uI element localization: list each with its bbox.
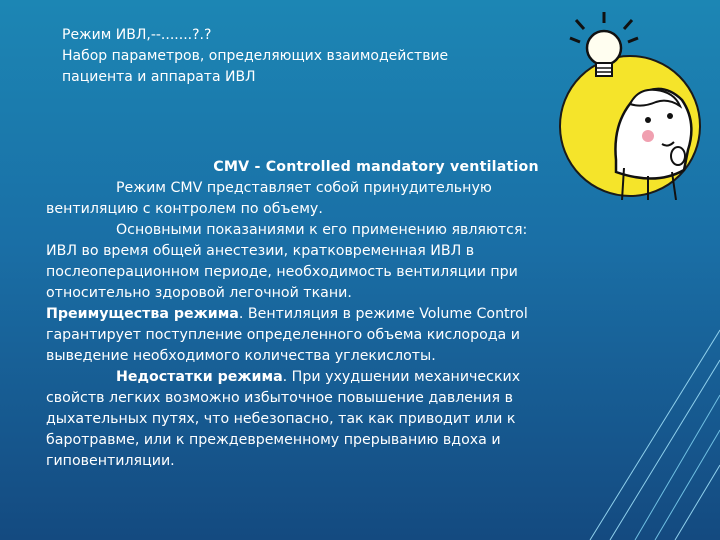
disadvantages-heading: Недостатки режима xyxy=(116,369,283,385)
paragraph-3: Преимущества режима. Вентиляция в режиме Volume Control xyxy=(46,306,528,322)
paragraph-3-cont: выведение необходимого количества углекислоты. xyxy=(46,348,436,364)
paragraph-4: Недостатки режима. При ухудшении механических xyxy=(116,369,521,385)
paragraph-4-cont: дыхательных путях, что небезопасно, так как приводит или к xyxy=(46,411,516,427)
header-line-2: Набор параметров, определяющих взаимодействие xyxy=(62,48,449,64)
paragraph-2-cont: ИВЛ во время общей анестезии, кратковременная ИВЛ в xyxy=(46,243,475,259)
paragraph-2-cont: послеоперационном периоде, необходимость вентиляции при xyxy=(46,264,518,280)
paragraph-2-cont: относительно здоровой легочной ткани. xyxy=(46,285,352,301)
section-title: CMV - Controlled mandatory ventilation xyxy=(213,159,539,175)
paragraph-3-cont: гарантирует поступление определенного объема кислорода и xyxy=(46,327,520,343)
paragraph-4-cont: баротравме, или к преждевременному прерыванию вдоха и xyxy=(46,432,501,448)
header-line-3: пациента и аппарата ИВЛ xyxy=(62,69,256,85)
paragraph-4-cont: гиповентиляции. xyxy=(46,453,175,469)
slide-header xyxy=(62,25,582,88)
advantages-heading: Преимущества режима xyxy=(46,306,239,322)
paragraph-2: Основными показаниями к его применению являются: xyxy=(116,222,528,238)
paragraph-4-cont: свойств легких возможно избыточное повышение давления в xyxy=(46,390,513,406)
slide-body xyxy=(46,157,666,472)
paragraph-1-cont: вентиляцию с контролем по объему. xyxy=(46,201,323,217)
paragraph-1: Режим CMV представляет собой принудительную xyxy=(116,180,492,196)
header-line-1: Режим ИВЛ,--.......?.? xyxy=(62,27,212,43)
